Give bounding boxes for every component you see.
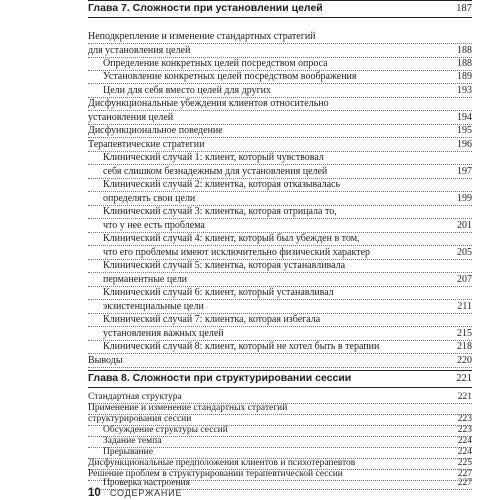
toc-entry bbox=[88, 354, 472, 368]
toc-entry-title: Клинический случай 4: клиент, который был убежден в том, bbox=[103, 233, 360, 244]
toc-entry-page: 225 bbox=[457, 458, 472, 468]
toc-entry-title: Клинический случай 2: клиентка, которая отказывалась bbox=[103, 179, 341, 190]
toc-entry-title: Применение и изменение стандартных стратегий bbox=[88, 403, 288, 413]
toc-entry-page: 211 bbox=[457, 301, 472, 312]
toc-entry-title: Клинический случай 6: клиент, который устанавливал bbox=[103, 287, 334, 298]
toc-entry-page: 188 bbox=[457, 45, 472, 56]
toc-entry-page: 196 bbox=[457, 139, 472, 150]
toc-entry bbox=[88, 70, 472, 84]
toc-entry bbox=[88, 111, 472, 125]
toc-entry bbox=[88, 286, 472, 300]
toc-entry bbox=[88, 205, 472, 219]
toc-entry-page: 215 bbox=[457, 328, 472, 339]
toc-entry bbox=[88, 192, 472, 206]
toc-entry-title: Цели для себя вместо целей для других bbox=[103, 85, 272, 96]
toc-entry-title: Установление конкретных целей посредством воображения bbox=[103, 71, 357, 82]
toc-entry-page: 224 bbox=[457, 447, 472, 457]
toc-entry-page: 224 bbox=[457, 436, 472, 446]
toc-entry bbox=[88, 259, 472, 273]
toc-entry bbox=[88, 178, 472, 192]
toc-entry bbox=[88, 313, 472, 327]
toc-entry-title: определять свои цели bbox=[103, 193, 196, 204]
toc-entry-page: 194 bbox=[457, 112, 472, 123]
toc-entry-page: 221 bbox=[457, 392, 472, 402]
toc-entry-page: 195 bbox=[457, 125, 472, 136]
toc-entry bbox=[88, 327, 472, 341]
toc-entry bbox=[88, 246, 472, 260]
chapter-7-heading bbox=[88, 0, 472, 18]
toc-entry-title: Клинический случай 7: клиентка, которая избегала bbox=[103, 314, 321, 325]
toc-entry-page: 188 bbox=[457, 58, 472, 69]
toc-entry-title: Клинический случай 1: клиент, который чувствовал bbox=[103, 152, 324, 163]
toc-page bbox=[88, 0, 472, 500]
toc-entry-page: 223 bbox=[457, 414, 472, 424]
toc-entry-page: 201 bbox=[457, 220, 472, 231]
toc-entry-title: установления целей bbox=[88, 112, 174, 123]
toc-entry-page: 218 bbox=[457, 341, 472, 352]
toc-entry-title: Клинический случай 8: клиент, который не хотел быть в терапии bbox=[103, 341, 380, 352]
chapter-8-heading bbox=[88, 370, 472, 388]
toc-entry-page: 205 bbox=[457, 247, 472, 258]
footer-section-label: СОДЕРЖАНИЕ bbox=[109, 488, 183, 498]
toc-entry-title: себя слишком безнадежным для установления целей bbox=[103, 166, 328, 177]
toc-entry-page: 220 bbox=[457, 355, 472, 366]
toc-entry bbox=[88, 84, 472, 98]
toc-entry-title: Дисфункциональное поведение bbox=[88, 125, 223, 136]
toc-entry-title: Определение конкретных целей посредством опроса bbox=[103, 58, 328, 69]
toc-entry-title: Терапевтические стратегии bbox=[88, 139, 205, 150]
toc-entry-page: 189 bbox=[457, 71, 472, 82]
toc-entry-title: Решение проблем в структурировании терапевтической сессии bbox=[88, 469, 343, 479]
toc-entry-page: 227 bbox=[457, 478, 472, 488]
toc-entry-title: Стандартная структура bbox=[88, 392, 182, 402]
toc-entry bbox=[88, 340, 472, 354]
toc-entry-page: 199 bbox=[457, 193, 472, 204]
toc-entry bbox=[88, 138, 472, 152]
toc-entry-title: Клинический случай 5: клиентка, которая устанавливала bbox=[103, 260, 346, 271]
toc-entry-title: Выводы bbox=[88, 355, 123, 366]
toc-entry-page: 227 bbox=[457, 469, 472, 479]
toc-entry-title: что его проблемы имеют исключительно физический характер bbox=[103, 247, 371, 258]
chapter-title: Глава 7. Сложности при установлении целей bbox=[88, 2, 323, 14]
toc-entry-title: Клинический случай 3: клиентка, которая отрицала то, bbox=[103, 206, 337, 217]
toc-entry-title: что у нее есть проблема bbox=[103, 220, 205, 231]
toc-entry bbox=[88, 30, 472, 44]
toc-entry-title: Дисфункциональные предположения клиентов и психотерапевтов bbox=[88, 458, 356, 468]
toc-entry-title: Задание темпа bbox=[103, 436, 162, 446]
toc-entry bbox=[88, 165, 472, 179]
toc-entry bbox=[88, 97, 472, 111]
toc-entry-title: Проверка настроения bbox=[103, 478, 190, 488]
toc-entry-page: 223 bbox=[457, 425, 472, 435]
toc-entry-title: Дисфункциональные убеждения клиентов относительно bbox=[88, 98, 329, 109]
toc-entry bbox=[88, 124, 472, 138]
toc-entry-title: Неподкрепление и изменение стандартных стратегий bbox=[88, 31, 316, 42]
toc-entry-title: для установления целей bbox=[88, 45, 191, 56]
chapter-title: Глава 8. Сложности при структурировании сессии bbox=[88, 372, 352, 384]
chapter-page: 221 bbox=[456, 373, 472, 384]
toc-entry-page: 193 bbox=[457, 85, 472, 96]
toc-entry bbox=[88, 44, 472, 58]
toc-entry bbox=[88, 273, 472, 287]
toc-entry bbox=[88, 57, 472, 71]
toc-entry-title: перманентные цели bbox=[103, 274, 187, 285]
toc-entry-title: Прерывание bbox=[103, 447, 153, 457]
toc-entry-title: Обсуждение структуры сессий bbox=[103, 425, 228, 435]
footer-page-number: 10 bbox=[88, 487, 101, 499]
page-footer bbox=[88, 487, 182, 500]
toc-entry bbox=[88, 300, 472, 314]
toc-entry-title: установления важных целей bbox=[103, 328, 224, 339]
toc-entry bbox=[88, 219, 472, 233]
chapter-page: 187 bbox=[456, 3, 472, 14]
toc-entry bbox=[88, 232, 472, 246]
toc-entry-page: 197 bbox=[457, 166, 472, 177]
toc-entry-title: структурирования сессии bbox=[88, 414, 192, 424]
toc-entry-page: 207 bbox=[457, 274, 472, 285]
toc-entry bbox=[88, 151, 472, 165]
toc-entry-title: экзистенциальные цели bbox=[103, 301, 204, 312]
